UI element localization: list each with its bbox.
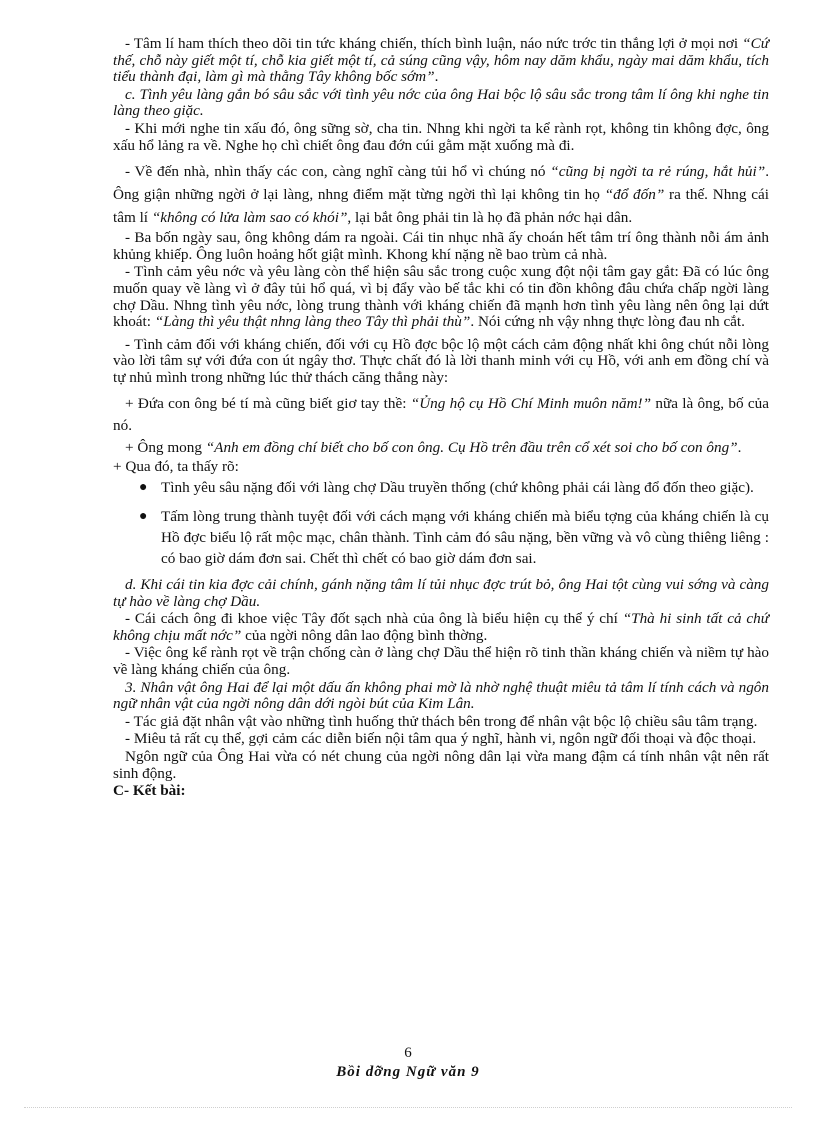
list-item: ● Tình yêu sâu nặng đối với làng chợ Dầu truyền thống (chứ không phải cái làng đổ đốn theo giặc). xyxy=(139,479,754,497)
paragraph-2: - Khi mới nghe tin xấu đó, ông sững sờ, cha tin. Nhng khi ngời ta kể rành rọt, không tin không đợc, ông xấu hổ lảng ra về. Nghe họ chì chiết ông đau đớn cúi gằm mặt xuống mà đi. xyxy=(113,119,769,154)
paragraph-11: - Tác giả đặt nhân vật vào những tình huống thử thách bên trong để nhân vật bộc lộ chiều sâu tâm trạng. xyxy=(125,712,758,730)
summary-intro: + Qua đó, ta thấy rõ: xyxy=(113,457,239,475)
subheading-d: d. Khi cái tin kia đợc cải chính, gánh nặng tâm lí tủi nhục đợc trút bỏ, ông Hai tột cùng vui sớng và càng tự hào về làng chợ Dầu. xyxy=(113,576,769,610)
paragraph-5: - Tình cảm yêu nớc và yêu làng còn thể hiện sâu sắc trong cuộc xung đột nội tâm gay gắt: Đã có lúc ông muốn quay về làng vì ở đây tủi hổ quá, vì bị đẩy vào bế tắc khi có tin đồn không đâu chứa chấp ngời làng chợ Dầu. Nhng tình yêu nớc, lòng trung thành với kháng chiến đã mạnh hơn tình yêu làng nên ông lại dứt khoát: “Làng thì yêu thật nhng làng theo Tây thì phải thù”. Nói cứng nh vậy nhng thực lòng đau nh cắt. xyxy=(113,263,769,331)
subheading-c: c. Tình yêu làng gắn bó sâu sắc với tình yêu nớc của ông Hai bộc lộ sâu sắc trong tâm lí ông khi nghe tin làng theo giặc. xyxy=(113,85,769,120)
paragraph-9: - Cái cách ông đi khoe việc Tây đốt sạch nhà của ông là biểu hiện cụ thể ý chí “Thà hi sinh tất cả chứ không chịu mất nớc” của ngời nông dân lao động bình thờng. xyxy=(113,610,770,644)
bullet-icon: ● xyxy=(139,480,148,496)
subheading-3: 3. Nhân vật ông Hai để lại một dấu ấn không phai mờ là nhờ nghệ thuật miêu tả tâm lí tính cách và ngôn ngữ nhân vật của ngời nông dân dới ngòi bút của Kim Lân. xyxy=(113,678,769,713)
paragraph-3: - Về đến nhà, nhìn thấy các con, càng nghĩ càng tủi hổ vì chúng nó “cũng bị ngời ta rẻ rúng, hắt hủi”. Ông giận những ngời ở lại làng, nhng điểm mặt từng ngời thì lại không tin họ “đổ đốn” ra thế. Nhng cái tâm lí “không có lửa làm sao có khói”, lại bắt ông phải tin là họ đã phản nớc hại dân. xyxy=(113,163,769,227)
paragraph-1: - Tâm lí ham thích theo dõi tin tức kháng chiến, thích bình luận, náo nức trớc tin thắng lợi ở mọi nơi “Cứ thế, chỗ này giết một tí, chỗ kia giết một tí, cả súng cũng vậy, hôm nay dăm khẩu, ngày mai dăm khẩu, tích tiểu thành đại, làm gì mà thằng Tây không bốc sớm”. xyxy=(113,35,769,86)
paragraph-13: Ngôn ngữ của Ông Hai vừa có nét chung của ngời nông dân lại vừa mang đậm cá tính nhân vật nên rất sinh động. xyxy=(113,748,769,782)
bullet-list xyxy=(113,477,769,569)
bullet-icon: ● xyxy=(139,509,148,525)
paragraph-7: + Đứa con ông bé tí mà cũng biết giơ tay thề: “Ủng hộ cụ Hồ Chí Minh muôn năm!” nữa là ông, bố của nó. xyxy=(113,394,769,434)
footer-title: Bồi dỡng Ngữ văn 9 xyxy=(336,1064,480,1080)
section-heading: C- Kết bài: xyxy=(113,782,186,800)
paragraph-4: - Ba bốn ngày sau, ông không dám ra ngoài. Cái tin nhục nhã ấy choán hết tâm trí ông thành nỗi ám ảnh khủng khiếp. Ông luôn hoảng hốt giật mình. Khong khí nặng nề bao trùm cả nhà. xyxy=(113,229,769,263)
paragraph-10: - Việc ông kể rành rọt về trận chống càn ở làng chợ Dầu thể hiện rõ tinh thần kháng chiến và niềm tự hào về làng kháng chiến của ông. xyxy=(113,644,769,679)
document-body xyxy=(113,36,769,801)
list-item: ● Tấm lòng trung thành tuyệt đối với cách mạng với kháng chiến mà biểu tợng của kháng chiến là cụ Hồ đợc biểu lộ rất mộc mạc, chân thành. Tình cảm đó sâu nặng, bền vững và vô cùng thiêng liêng : có bao giờ dám đơn sai. Chết thì chết có bao giờ dám đơn sai. xyxy=(139,508,769,568)
paragraph-12: - Miêu tả rất cụ thể, gợi cảm các diễn biến nội tâm qua ý nghĩ, hành vi, ngôn ngữ đối thoại và độc thoại. xyxy=(125,730,757,748)
paragraph-8: + Ông mong “Anh em đồng chí biết cho bố con ông. Cụ Hồ trên đầu trên cổ xét soi cho bố con ông”. xyxy=(125,438,742,456)
paragraph-6: - Tình cảm đối với kháng chiến, đối với cụ Hồ đợc bộc lộ một cách cảm động nhất khi ông chút nỗi lòng vào lời tâm sự với đứa con út ngây thơ. Thực chất đó là lời thanh minh với cụ Hồ, với anh em đồng chí và tự nhủ mình trong những lúc thử thách căng thẳng này: xyxy=(113,335,769,386)
footer-divider xyxy=(24,1107,792,1108)
page-number: 6 xyxy=(404,1045,412,1061)
